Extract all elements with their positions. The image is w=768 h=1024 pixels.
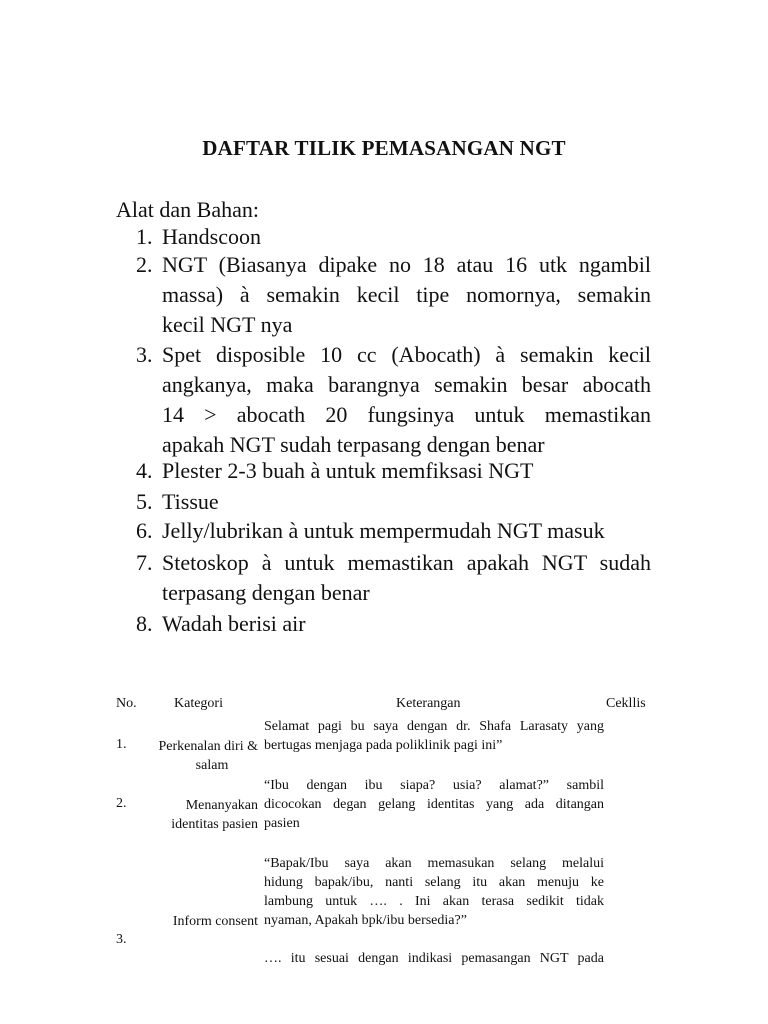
list-text: Stetoskop à untuk memastikan apakah NGT sudah: [162, 550, 651, 575]
row-description: [264, 854, 604, 930]
row-number: 3.: [116, 932, 127, 947]
row-number: 1.: [116, 737, 127, 752]
category-line: salam: [195, 758, 229, 773]
description-line: pasien: [264, 816, 300, 831]
description-line: lambung untuk …. . Ini akan terasa sedikit tidak: [264, 894, 604, 909]
header-description: Keterangan: [396, 696, 461, 711]
row-description: [264, 776, 604, 833]
category-line: Inform consent: [172, 914, 258, 929]
list-text: NGT (Biasanya dipake no 18 atau 16 utk ngambil: [162, 252, 651, 277]
description-line: …. itu sesuai dengan indikasi pemasangan NGT pada: [264, 951, 604, 966]
description-line: nyaman, Apakah bpk/ibu bersedia?”: [264, 913, 467, 928]
description-line: “Bapak/Ibu saya akan memasukan selang melalui: [264, 856, 604, 871]
list-text: 14 > abocath 20 fungsinya untuk memastikan: [162, 402, 651, 427]
list-text: terpasang dengan benar: [162, 580, 370, 605]
category-line: identitas pasien: [171, 817, 258, 832]
description-line: hidung bapak/ibu, nanti selang itu akan menuju ke: [264, 875, 604, 890]
row-description-continued: [264, 949, 604, 968]
row-category: [146, 737, 258, 775]
document-title: DAFTAR TILIK PEMASANGAN NGT: [202, 136, 566, 160]
list-number: 1.: [136, 224, 153, 249]
list-text: Spet disposible 10 cc (Abocath) à semakin kecil: [162, 342, 651, 367]
tools-heading: Alat dan Bahan:: [116, 197, 259, 222]
list-text: apakah NGT sudah terpasang dengan benar: [162, 432, 545, 457]
header-no: No.: [116, 696, 137, 711]
header-check: Cekllis: [606, 696, 646, 711]
list-text: Handscoon: [162, 224, 261, 249]
description-line: bertugas menjaga pada poliklinik pagi ini”: [264, 738, 503, 753]
list-text: Wadah berisi air: [162, 611, 306, 636]
list-number: 6.: [136, 518, 153, 543]
list-text: Jelly/lubrikan à untuk mempermudah NGT masuk: [162, 518, 605, 543]
list-number: 5.: [136, 489, 153, 514]
list-number: 2.: [136, 252, 153, 277]
category-line: Menanyakan: [185, 798, 258, 813]
list-text: Tissue: [162, 489, 219, 514]
description-line: “Ibu dengan ibu siapa? usia? alamat?” sambil: [264, 778, 604, 793]
list-text: angkanya, maka barangnya semakin besar abocath: [162, 372, 651, 397]
category-line: Perkenalan diri &: [158, 739, 258, 754]
list-text: massa) à semakin kecil tipe nomornya, semakin: [162, 282, 651, 307]
row-category: [146, 912, 258, 931]
list-number: 8.: [136, 611, 153, 636]
list-number: 4.: [136, 458, 153, 483]
description-line: dicocokan degan gelang identitas yang ada ditangan: [264, 797, 604, 812]
row-category: [146, 796, 258, 834]
description-line: Selamat pagi bu saya dengan dr. Shafa Larasaty yang: [264, 719, 604, 734]
header-category: Kategori: [174, 696, 223, 711]
list-text: kecil NGT nya: [162, 312, 293, 337]
row-number: 2.: [116, 796, 127, 811]
list-number: 7.: [136, 550, 153, 575]
list-number: 3.: [136, 342, 153, 367]
list-text: Plester 2-3 buah à untuk memfiksasi NGT: [162, 458, 534, 483]
row-description: [264, 717, 604, 755]
